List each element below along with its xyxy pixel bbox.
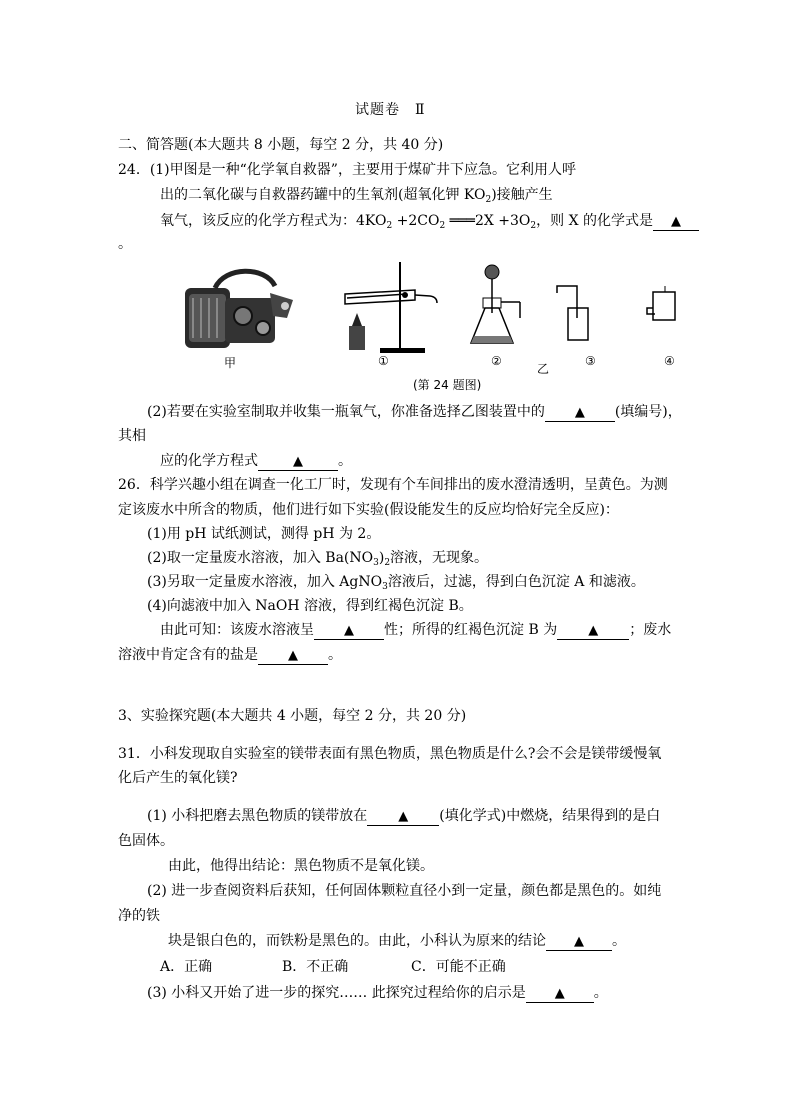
q24-equation: 氧气，该反应的化学方程式为：$4KO_2 +2CO_2$ ═══2X $+3O_2$，则 X 的化学式是 ▲ bbox=[160, 211, 699, 236]
answer-blank[interactable]: ▲ bbox=[546, 934, 612, 951]
q31-part2-statement: 块是银白色的，而铁粉是黑色的。由此，小科认为原来的结论 ▲ 。 bbox=[168, 933, 626, 949]
figure-label-jia: 甲 bbox=[224, 356, 237, 370]
q31-part1-cont: 色固体。 bbox=[118, 833, 174, 849]
q26-conclusion: 由此可知：该废水溶液呈 ▲ 性；所得的红褐色沉淀 B 为 ▲ ；废水 bbox=[160, 622, 672, 638]
answer-blank[interactable]: ▲ bbox=[367, 809, 439, 826]
q31-option-c[interactable]: C．可能不正确 bbox=[411, 959, 506, 975]
q24-part2-cont: 其相 bbox=[118, 428, 146, 444]
section3-heading: 3、实验探究题(本大题共 4 小题，每空 2 分，共 20 分) bbox=[118, 708, 467, 724]
q31-part1-conclusion: 由此，他得出结论：黑色物质不是氧化镁。 bbox=[168, 858, 434, 874]
apparatus-1-heating-tube bbox=[345, 262, 437, 353]
answer-blank[interactable]: ▲ bbox=[557, 623, 629, 640]
figure-label-yi: 乙 bbox=[537, 362, 550, 376]
answer-blank[interactable]: ▲ bbox=[314, 623, 384, 640]
figure-label-2: ② bbox=[491, 354, 502, 368]
answer-blank[interactable]: ▲ bbox=[545, 405, 615, 422]
q24-part2: (2)若要在实验室制取并收集一瓶氧气，你准备选择乙图装置中的 ▲ (填编号)， bbox=[147, 404, 682, 420]
answer-blank[interactable]: ▲ bbox=[258, 454, 338, 471]
answer-blank[interactable]: ▲ bbox=[258, 648, 328, 665]
q26-step3: (3)另取一定量废水溶液，加入 AgNO$_3$溶液后，过滤，得到白色沉淀 A 和滤液。 bbox=[147, 574, 645, 592]
q31-line2: 化后产生的氧化镁? bbox=[118, 770, 238, 786]
q31-line1: 31．小科发现取自实验室的镁带表面有黑色物质，黑色物质是什么?会不会是镁带缓慢氧 bbox=[118, 746, 662, 762]
figure-label-4: ④ bbox=[664, 354, 675, 368]
oxygen-self-rescuer-image bbox=[185, 271, 293, 348]
q24-line1: 24．(1)甲图是一种“化学氧自救器”，主要用于煤矿井下应急。它利用人呼 bbox=[118, 162, 576, 178]
q26-step4: (4)向滤液中加入 NaOH 溶液，得到红褐色沉淀 B。 bbox=[147, 598, 473, 614]
q26-conclusion-cont: 溶液中肯定含有的盐是 ▲ 。 bbox=[118, 647, 342, 663]
q31-part2: (2) 进一步查阅资料后获知，任何固体颗粒直径小到一定量，颜色都是黑色的。如纯 bbox=[147, 883, 662, 899]
figure-label-1: ① bbox=[378, 354, 389, 368]
q26-step1: (1)用 pH 试纸测试，测得 pH 为 2。 bbox=[147, 526, 381, 542]
q26-line2: 定该废水中所含的物质，他们进行如下实验(假设能发生的反应均恰好完全反应)： bbox=[118, 502, 619, 518]
q31-part3: (3) 小科又开始了进一步的探究…… 此探究过程给你的启示是 ▲ 。 bbox=[147, 985, 608, 1001]
q24-figure bbox=[175, 258, 695, 358]
q24-line2: 出的二氧化碳与自救器药罐中的生氧剂(超氧化钾 $KO_2$)接触产生 bbox=[160, 187, 553, 205]
apparatus-4-collection bbox=[647, 286, 675, 320]
figure-caption: (第 24 题图) bbox=[413, 378, 482, 392]
page-title: 试题卷 Ⅱ bbox=[355, 102, 426, 118]
apparatus-3-gas-bottle bbox=[557, 286, 588, 340]
answer-blank[interactable]: ▲ bbox=[526, 986, 594, 1003]
figure-label-3: ③ bbox=[585, 354, 596, 368]
q26-step2: (2)取一定量废水溶液，加入 $Ba(NO_3)_2$溶液，无现象。 bbox=[147, 550, 489, 568]
q31-part2-cont: 净的铁 bbox=[118, 908, 160, 924]
q31-option-a[interactable]: A．正确 bbox=[160, 959, 213, 975]
q24-end-mark: 。 bbox=[118, 236, 132, 252]
q31-option-b[interactable]: B．不正确 bbox=[282, 959, 349, 975]
apparatus-2-flask-funnel bbox=[471, 265, 520, 343]
answer-blank[interactable]: ▲ bbox=[653, 214, 699, 231]
q26-line1: 26．科学兴趣小组在调查一化工厂时，发现有个车间排出的废水澄清透明，呈黄色。为测 bbox=[118, 477, 668, 493]
q31-part1: (1) 小科把磨去黑色物质的镁带放在 ▲ (填化学式)中燃烧，结果得到的是白 bbox=[147, 808, 661, 824]
q24-part2-equation: 应的化学方程式 ▲ 。 bbox=[160, 453, 352, 469]
section2-heading: 二、简答题(本大题共 8 小题，每空 2 分，共 40 分) bbox=[118, 137, 444, 153]
